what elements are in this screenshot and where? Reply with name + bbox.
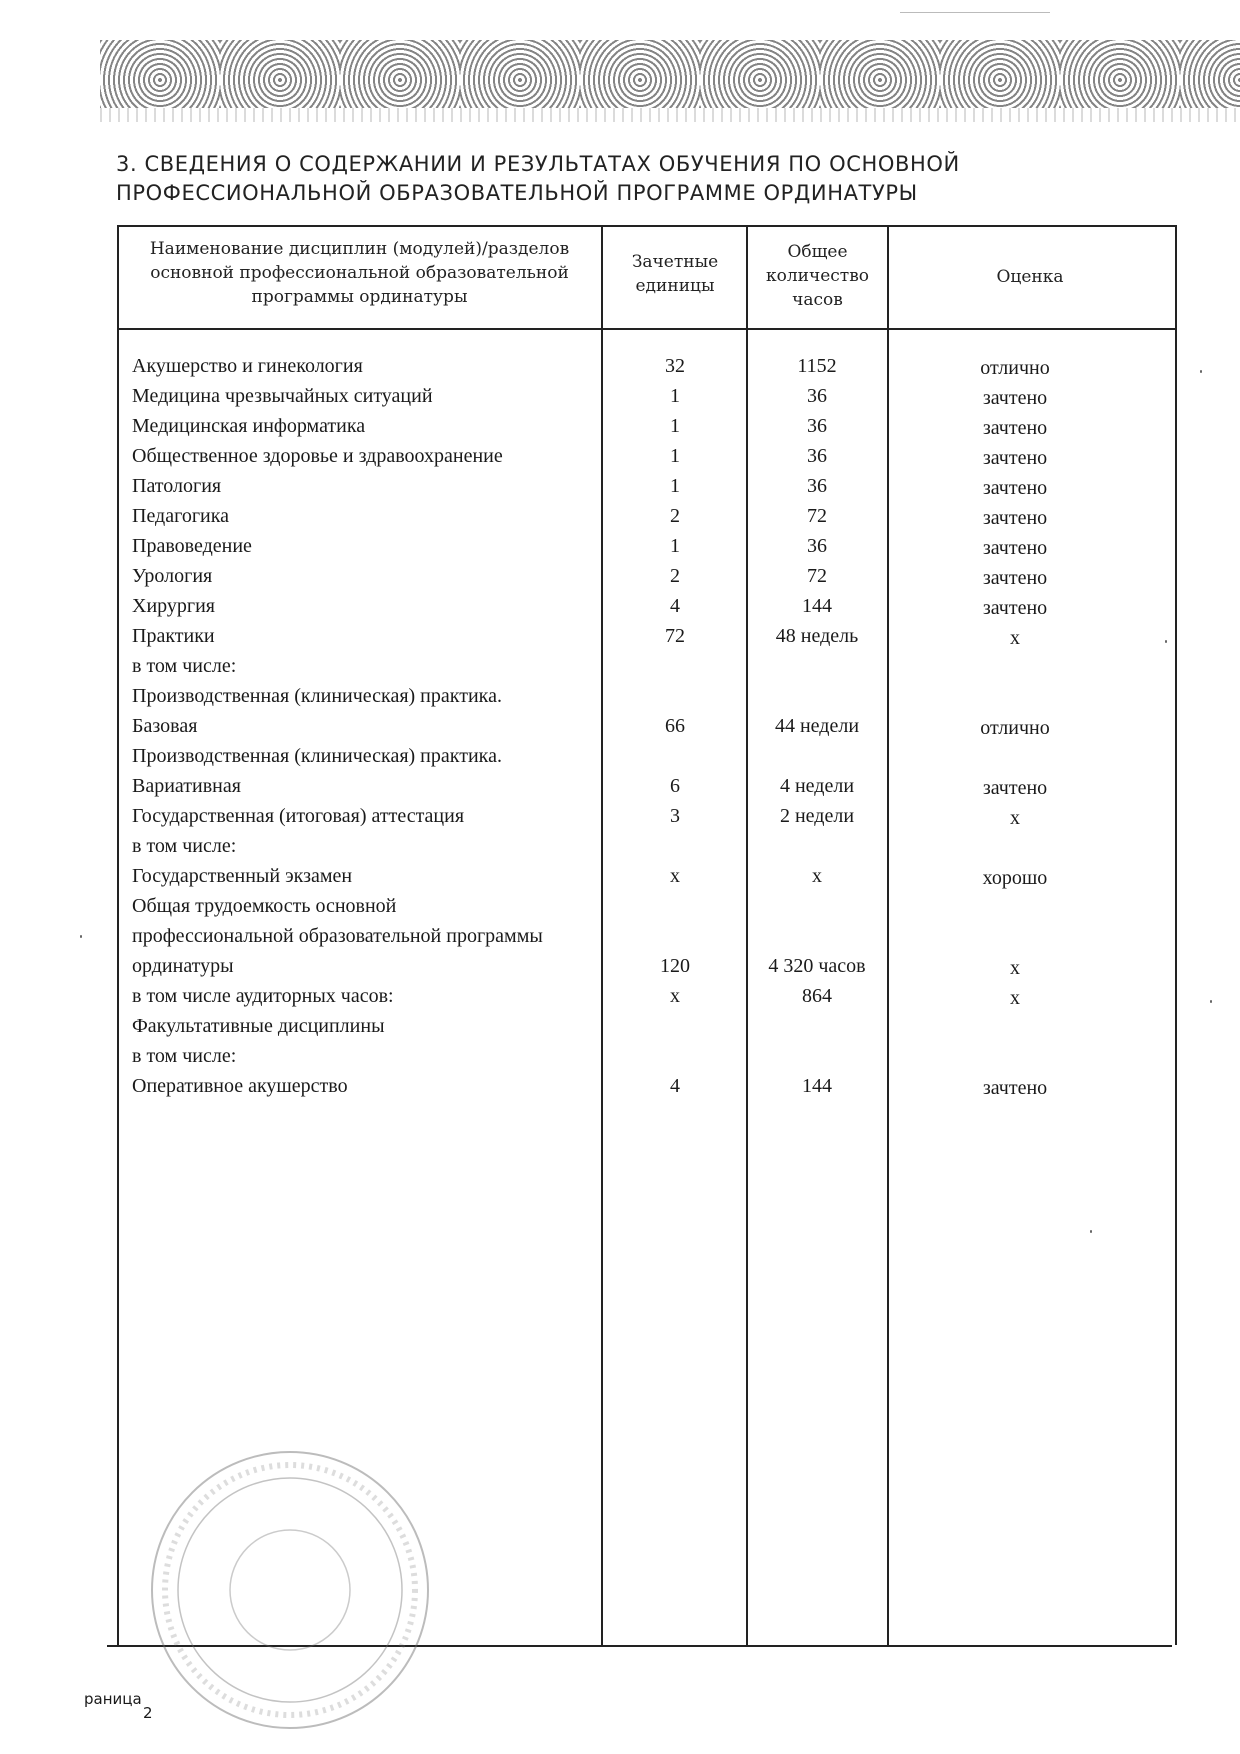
table-row	[0, 891, 1240, 921]
discipline-name: Государственная (итоговая) аттестация	[132, 805, 465, 827]
discipline-name: в том числе аудиторных часов:	[132, 985, 394, 1007]
discipline-name: ординатуры	[132, 955, 234, 977]
grade-value: х	[1010, 807, 1020, 829]
credits-value: х	[670, 985, 680, 1007]
grade-value: зачтено	[982, 417, 1048, 439]
table-row	[0, 621, 1240, 651]
table-row	[0, 861, 1240, 891]
hours-value: 1152	[797, 355, 837, 377]
header-hours: Общее количество часов	[765, 242, 870, 310]
discipline-name: в том числе:	[132, 835, 237, 857]
hours-value: 36	[807, 535, 827, 557]
hours-value: 144	[802, 595, 832, 617]
hours-value: 72	[807, 505, 827, 527]
table-row	[0, 981, 1240, 1011]
hours-value: 36	[807, 385, 827, 407]
table-row	[0, 1071, 1240, 1101]
credits-value: 2	[670, 565, 680, 587]
grade-value: зачтено	[982, 537, 1048, 559]
discipline-name: Базовая	[132, 715, 198, 737]
table-row	[0, 411, 1240, 441]
table-row	[0, 711, 1240, 741]
hours-value: 864	[802, 985, 832, 1007]
section-title	[116, 150, 1116, 208]
credits-value: 6	[670, 775, 680, 797]
table-row	[0, 591, 1240, 621]
discipline-name: Производственная (клиническая) практика.	[132, 685, 502, 707]
table-row	[0, 1011, 1240, 1041]
grade-value: зачтено	[982, 1077, 1048, 1099]
discipline-name: Медицинская информатика	[132, 415, 366, 437]
page-label: раница	[84, 1690, 142, 1708]
discipline-name: Общественное здоровье и здравоохранение	[132, 445, 503, 467]
credits-value: 3	[670, 805, 680, 827]
discipline-name: Вариативная	[132, 775, 241, 797]
section-title-line-1: 3. СВЕДЕНИЯ О СОДЕРЖАНИИ И РЕЗУЛЬТАТАХ ОБУЧЕНИЯ ПО ОСНОВНОЙ	[116, 152, 960, 176]
credits-value: 120	[660, 955, 690, 977]
header-divider	[117, 328, 1177, 330]
credits-value: 4	[670, 595, 680, 617]
credits-value: 1	[670, 475, 680, 497]
table-row	[0, 501, 1240, 531]
header-name: Наименование дисциплин (модулей)/разделов основной профессиональной образовательной программы ординатуры	[149, 239, 570, 307]
credits-value: 1	[670, 535, 680, 557]
table-row	[0, 561, 1240, 591]
credits-value: 1	[670, 415, 680, 437]
discipline-name: в том числе:	[132, 1045, 237, 1067]
table-row	[0, 351, 1240, 381]
discipline-name: профессиональной образовательной программы	[132, 925, 543, 947]
discipline-name: Производственная (клиническая) практика.	[132, 745, 502, 767]
scan-speck	[1210, 1000, 1212, 1003]
grade-value: зачтено	[982, 567, 1048, 589]
discipline-name: Акушерство и гинекология	[132, 355, 363, 377]
discipline-name: Медицина чрезвычайных ситуаций	[132, 385, 433, 407]
discipline-name: Хирургия	[132, 595, 215, 617]
grade-value: зачтено	[982, 447, 1048, 469]
table-row	[0, 831, 1240, 861]
ornament-fade	[100, 108, 1240, 122]
grade-value: зачтено	[982, 597, 1048, 619]
hours-value: 2 недели	[779, 805, 855, 827]
grade-value: отлично	[980, 357, 1050, 379]
hours-value: 36	[807, 445, 827, 467]
credits-value: х	[670, 865, 680, 887]
table-row	[0, 1041, 1240, 1071]
grade-value: зачтено	[982, 387, 1048, 409]
credits-value: 1	[670, 385, 680, 407]
table-row	[0, 921, 1240, 951]
discipline-name: Патология	[132, 475, 222, 497]
grade-value: зачтено	[982, 507, 1048, 529]
scan-speck	[1200, 370, 1202, 373]
table-row	[0, 651, 1240, 681]
grade-value: х	[1010, 987, 1020, 1009]
grade-value: х	[1010, 957, 1020, 979]
header-grade: Оценка	[996, 267, 1064, 287]
table-row	[0, 531, 1240, 561]
scan-speck	[1165, 640, 1167, 643]
credits-value: 72	[665, 625, 685, 647]
table-row	[0, 381, 1240, 411]
discipline-name: Факультативные дисциплины	[132, 1015, 385, 1037]
discipline-name: Практики	[132, 625, 215, 647]
credits-value: 4	[670, 1075, 680, 1097]
discipline-name: Государственный экзамен	[132, 865, 353, 887]
grade-value: зачтено	[982, 477, 1048, 499]
table-row	[0, 681, 1240, 711]
hours-value: х	[812, 865, 822, 887]
grade-value: зачтено	[982, 777, 1048, 799]
grade-value: х	[1010, 627, 1020, 649]
top-edge-line	[900, 12, 1050, 13]
official-stamp-seal	[140, 1440, 440, 1740]
hours-value: 4 320 часов	[768, 955, 866, 977]
discipline-name: Правоведение	[132, 535, 252, 557]
header-credits: Зачетные единицы	[631, 252, 719, 296]
table-row	[0, 951, 1240, 981]
table-row	[0, 801, 1240, 831]
hours-value: 44 недели	[774, 715, 860, 737]
credits-value: 2	[670, 505, 680, 527]
table-row	[0, 441, 1240, 471]
hours-value: 144	[802, 1075, 832, 1097]
credits-value: 66	[665, 715, 685, 737]
discipline-name: Педагогика	[132, 505, 230, 527]
hours-value: 4 недели	[779, 775, 855, 797]
table-row	[0, 741, 1240, 771]
discipline-name: Оперативное акушерство	[132, 1075, 348, 1097]
hours-value: 48 недель	[775, 625, 859, 647]
hours-value: 36	[807, 415, 827, 437]
grade-value: хорошо	[982, 867, 1048, 889]
scan-speck	[80, 935, 82, 938]
page-number: 2	[143, 1704, 153, 1722]
discipline-name: Общая трудоемкость основной	[132, 895, 397, 917]
section-title-line-2: ПРОФЕССИОНАЛЬНОЙ ОБРАЗОВАТЕЛЬНОЙ ПРОГРАММЕ ОРДИНАТУРЫ	[116, 181, 918, 205]
credits-value: 32	[665, 355, 685, 377]
discipline-name: Урология	[132, 565, 213, 587]
credits-value: 1	[670, 445, 680, 467]
hours-value: 36	[807, 475, 827, 497]
table-row	[0, 771, 1240, 801]
scan-speck	[1090, 1230, 1092, 1233]
hours-value: 72	[807, 565, 827, 587]
table-row	[0, 471, 1240, 501]
guilloche-ornament-band	[100, 40, 1240, 108]
discipline-name: в том числе:	[132, 655, 237, 677]
grade-value: отлично	[980, 717, 1050, 739]
